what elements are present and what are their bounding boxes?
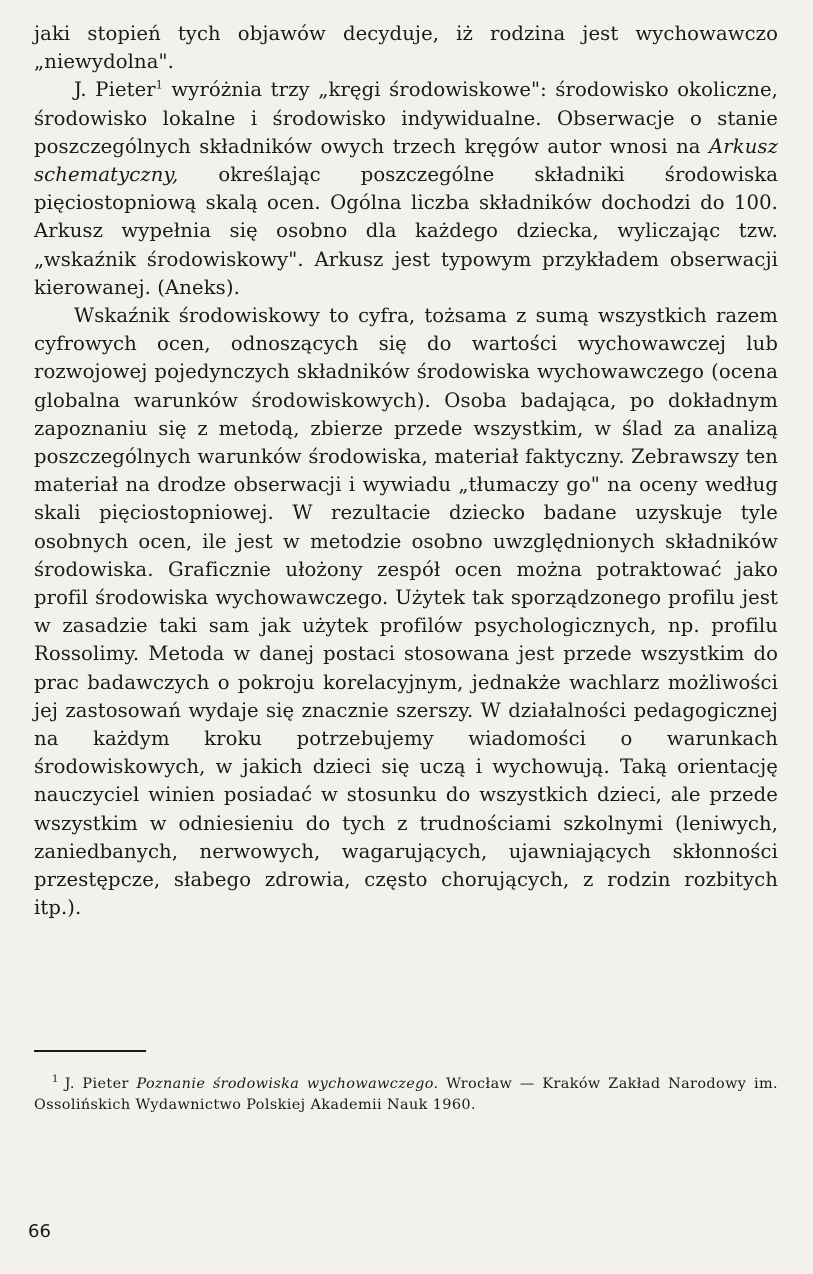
footnote	[34, 1074, 778, 1116]
footnote-mark: 1	[52, 1074, 59, 1086]
footnote-publication: Wrocław — Kraków Zakład Narodowy im. Ossolińskich Wydawnictwo Polskiej Akademii Nauk 1960.	[34, 1076, 778, 1113]
footnote-divider	[34, 1050, 146, 1052]
main-text	[34, 20, 778, 923]
paragraph-wskaznik: Wskaźnik środowiskowy to cyfra, tożsama z sumą wszystkich razem cyfrowych ocen, odnoszących się do wartości wychowawczej lub rozwojowej pojedynczych składników środowiska wychowawczego (ocena globalna warunków środowiskowych). Osoba badająca, po dokładnym zapoznaniu się z metodą, zbierze przede wszystkim, w ślad za analizą poszczególnych warunków środowiska, materiał faktyczny. Zebrawszy ten materiał na drodze obserwacji i wywiadu „tłumaczy go" na oceny według skali pięciostopniowej. W rezultacie dziecko badane uzyskuje tyle osobnych ocen, ile jest w metodzie osobno uwzględnionych składników środowiska. Graficznie ułożony zespół ocen można potraktować jako profil środowiska wychowawczego. Użytek tak sporządzonego profilu jest w zasadzie taki sam jak użytek profilów psychologicznych, np. profilu Rossolimy. Metoda w danej postaci stosowana jest przede wszystkim do prac badawczych o pokroju korelacyjnym, jednakże wachlarz możliwości jej zastosowań wydaje się znacznie szerszy. W działalności pedagogicznej na każdym kroku potrzebujemy wiadomości o warunkach środowiskowych, w jakich dzieci się uczą i wychowują. Taką orientację nauczyciel winien posiadać w stosunku do wszystkich dzieci, ale przede wszystkim w odniesieniu do tych z trudnościami szkolnymi (leniwych, zaniedbanych, nerwowych, wagarujących, ujawniających skłonności przestępcze, słabego zdrowia, często chorujących, z rodzin rozbitych itp.).	[34, 304, 778, 920]
page-body	[34, 20, 778, 923]
paragraph-pieter	[34, 76, 778, 302]
footnote-title: Poznanie środowiska wychowawczego.	[136, 1076, 439, 1092]
footnote-reference[interactable]: 1	[155, 78, 163, 92]
paragraph-text: określając poszczególne składniki środowiska pięciostopniową skalą ocen. Ogólna liczba składników dochodzi do 100. Arkusz wypełnia się osobno dla każdego dziecka, wyliczając tzw. „wskaźnik środowiskowy". Arkusz jest typowym przykładem obserwacji kierowanej. (Aneks).	[34, 163, 778, 299]
italic-title: Arkusz schematyczny,	[34, 134, 778, 187]
paragraph-continuation: jaki stopień tych objawów decyduje, iż rodzina jest wychowawczo „niewydolna".	[34, 22, 778, 74]
paragraph-text: wyróżnia trzy „kręgi środowiskowe": środowisko okoliczne, środowisko lokalne i środowisko indywidualne. Obserwacje o stanie poszczególnych składników owych trzech kręgów autor wnosi na	[34, 78, 778, 158]
author-name: J. Pieter	[74, 78, 156, 102]
footnote-author: J. Pieter	[64, 1076, 129, 1092]
page-number: 66	[28, 1221, 51, 1242]
